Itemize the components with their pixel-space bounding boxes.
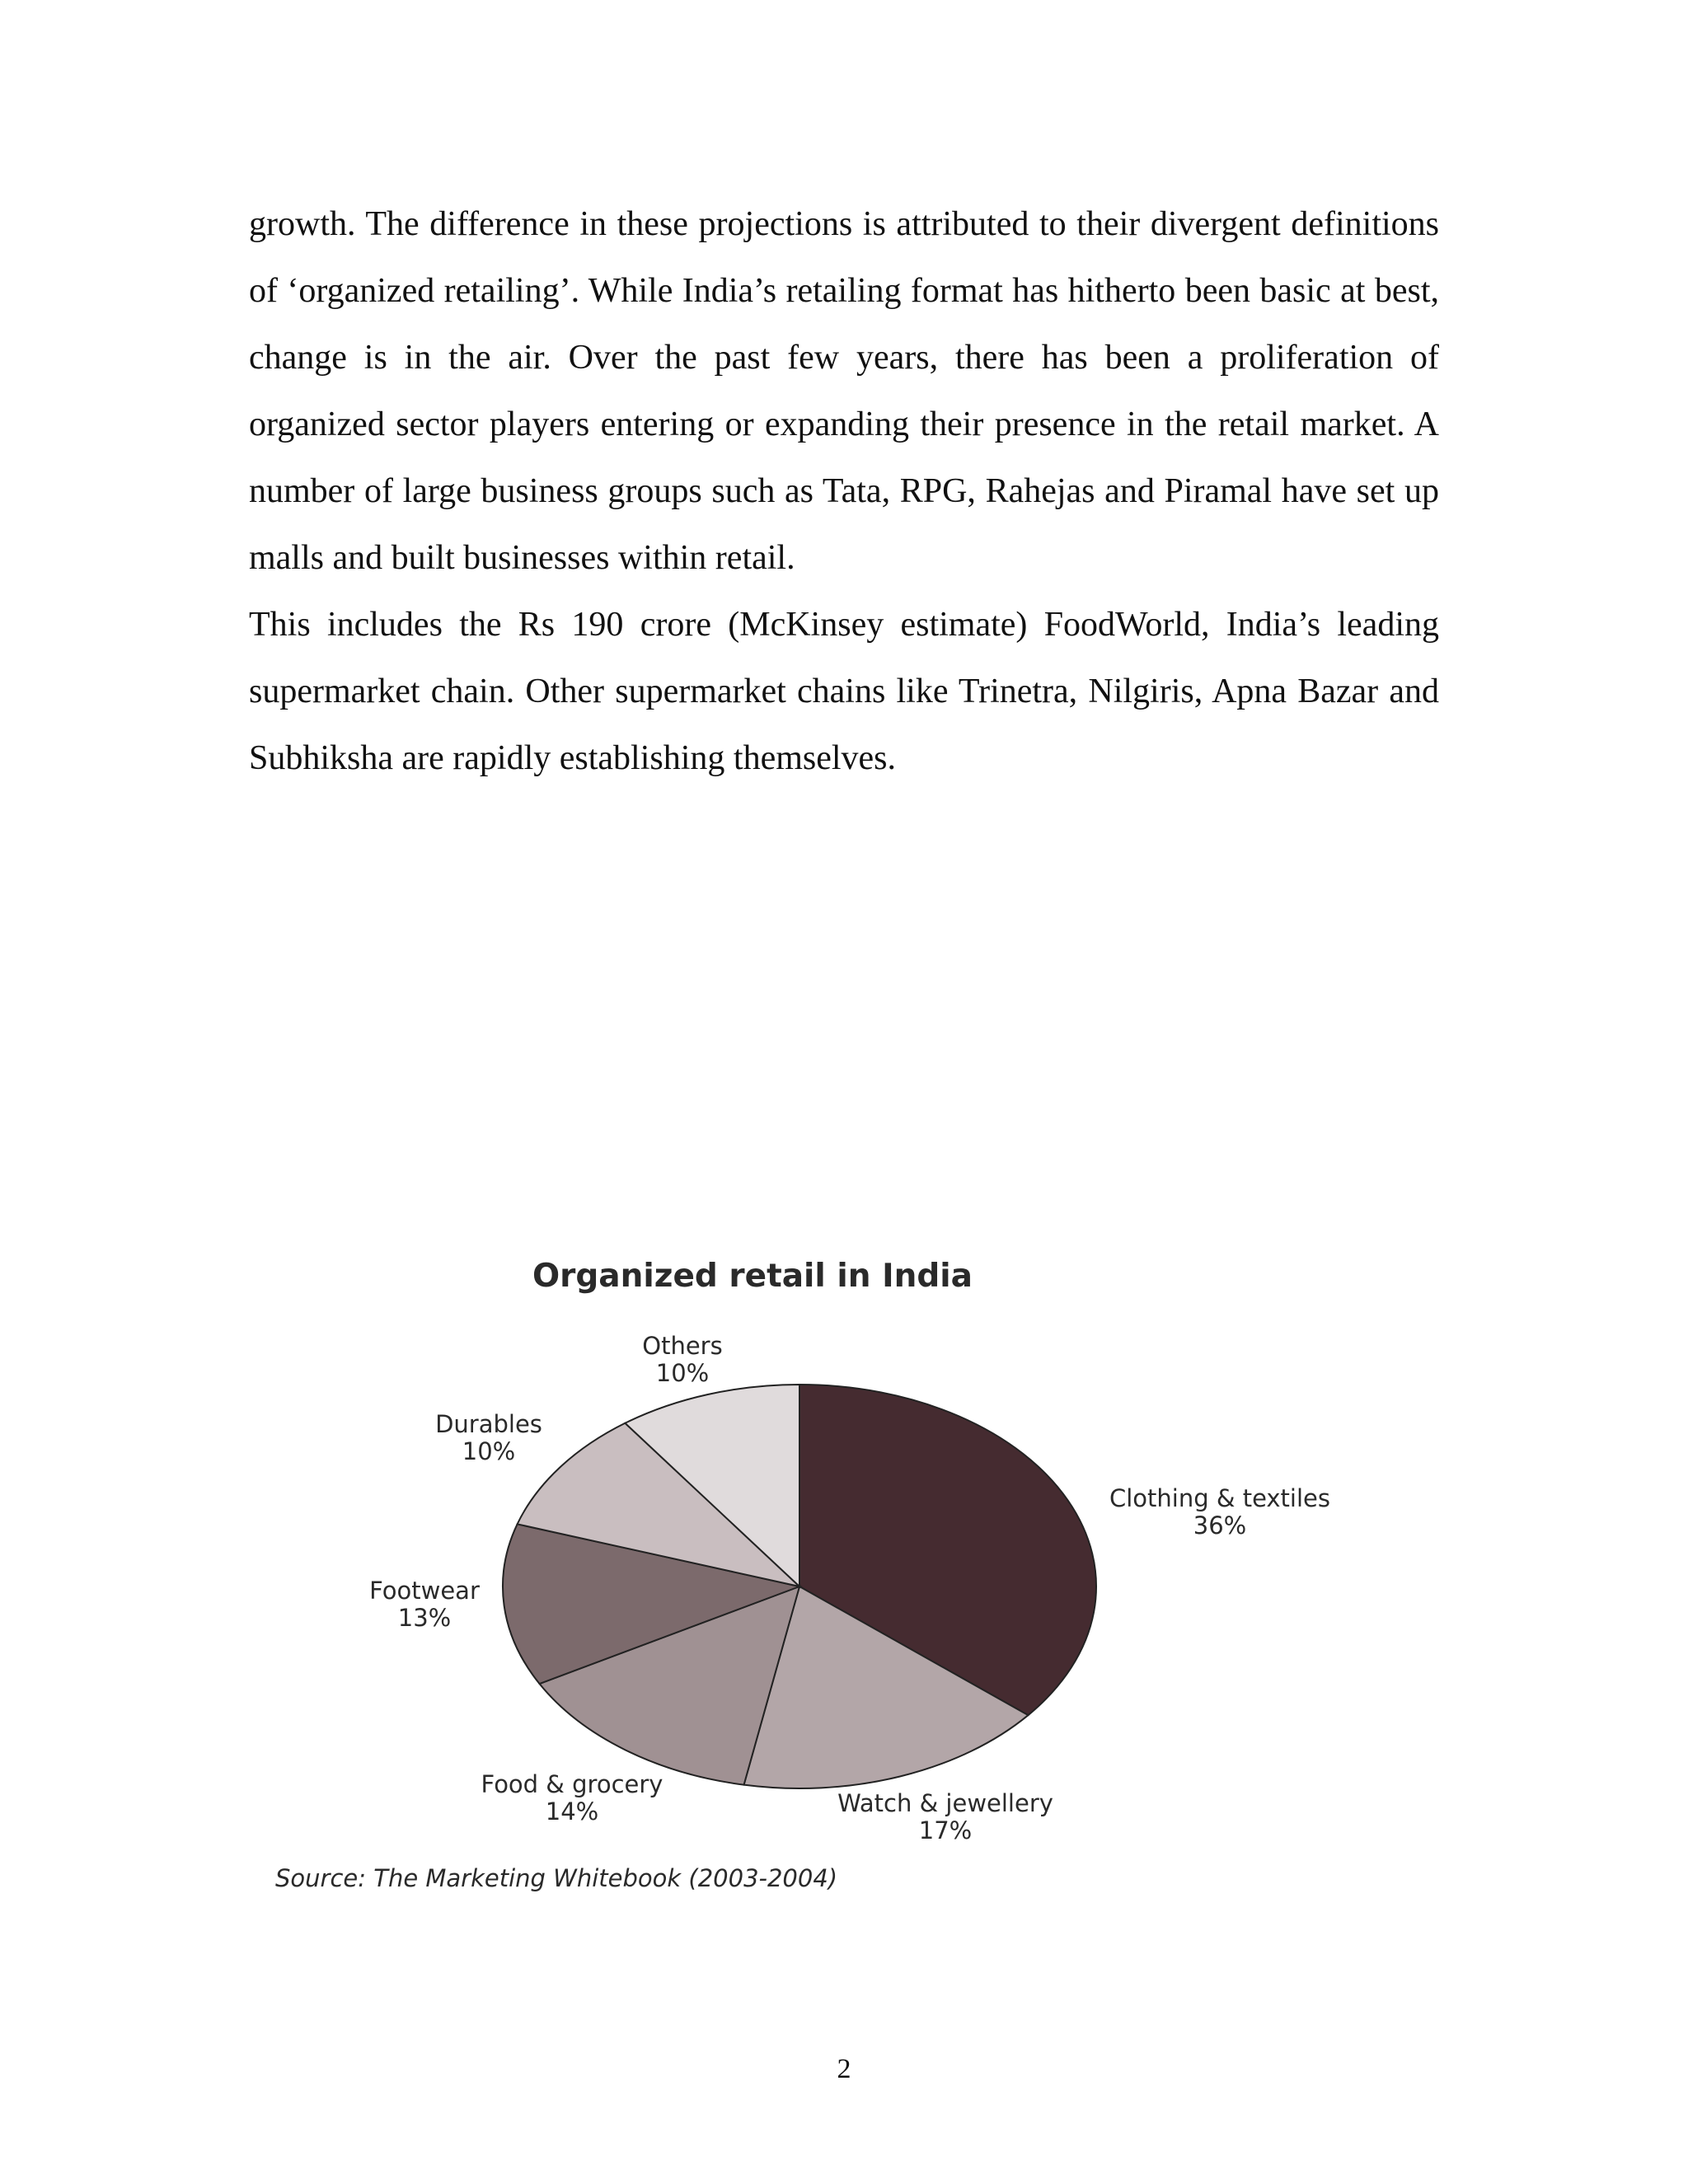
slice-label-footwear: Footwear xyxy=(369,1577,480,1605)
body-text xyxy=(249,191,1439,792)
pie-chart-figure xyxy=(264,1244,1418,1904)
slice-percent-others: 10% xyxy=(655,1359,710,1387)
chart-source: Source: The Marketing Whitebook (2003-2004) xyxy=(275,1864,838,1892)
slice-label-watch-jewellery: Watch & jewellery xyxy=(837,1789,1053,1817)
page-number: 2 xyxy=(837,2054,851,2084)
slice-percent-food-grocery: 14% xyxy=(545,1797,599,1825)
slice-label-food-grocery: Food & grocery xyxy=(481,1770,663,1798)
slice-label-clothing-textiles: Clothing & textiles xyxy=(1109,1484,1330,1512)
paragraph-2: This includes the Rs 190 crore (McKinsey estimate) FoodWorld, India’s leading supermarket chain. Other supermarket chains like Trinetra, Nilgiris, Apna Bazar and Subhiksha are rapidly establishing themselves. xyxy=(249,606,1439,777)
pie-chart xyxy=(264,1244,1418,1904)
slice-percent-durables: 10% xyxy=(462,1437,516,1465)
chart-title: Organized retail in India xyxy=(532,1258,973,1295)
slice-label-durables: Durables xyxy=(435,1410,542,1438)
paragraph-1: growth. The difference in these projections is attributed to their divergent definitions of ‘organized retailing’. While India’s retailing format has hitherto been basic at best, change is in the air. Over the past few years, there has been a proliferation of organized sector players entering or expanding their presence in the retail market. A number of large business groups such as Tata, RPG, Rahejas and Piramal have set up malls and built businesses within retail. xyxy=(249,205,1439,577)
slice-label-others: Others xyxy=(642,1332,723,1360)
slice-percent-footwear: 13% xyxy=(397,1604,452,1632)
pie-slices xyxy=(503,1385,1096,1788)
slice-percent-watch-jewellery: 17% xyxy=(918,1816,973,1844)
slice-percent-clothing-textiles: 36% xyxy=(1193,1511,1247,1540)
